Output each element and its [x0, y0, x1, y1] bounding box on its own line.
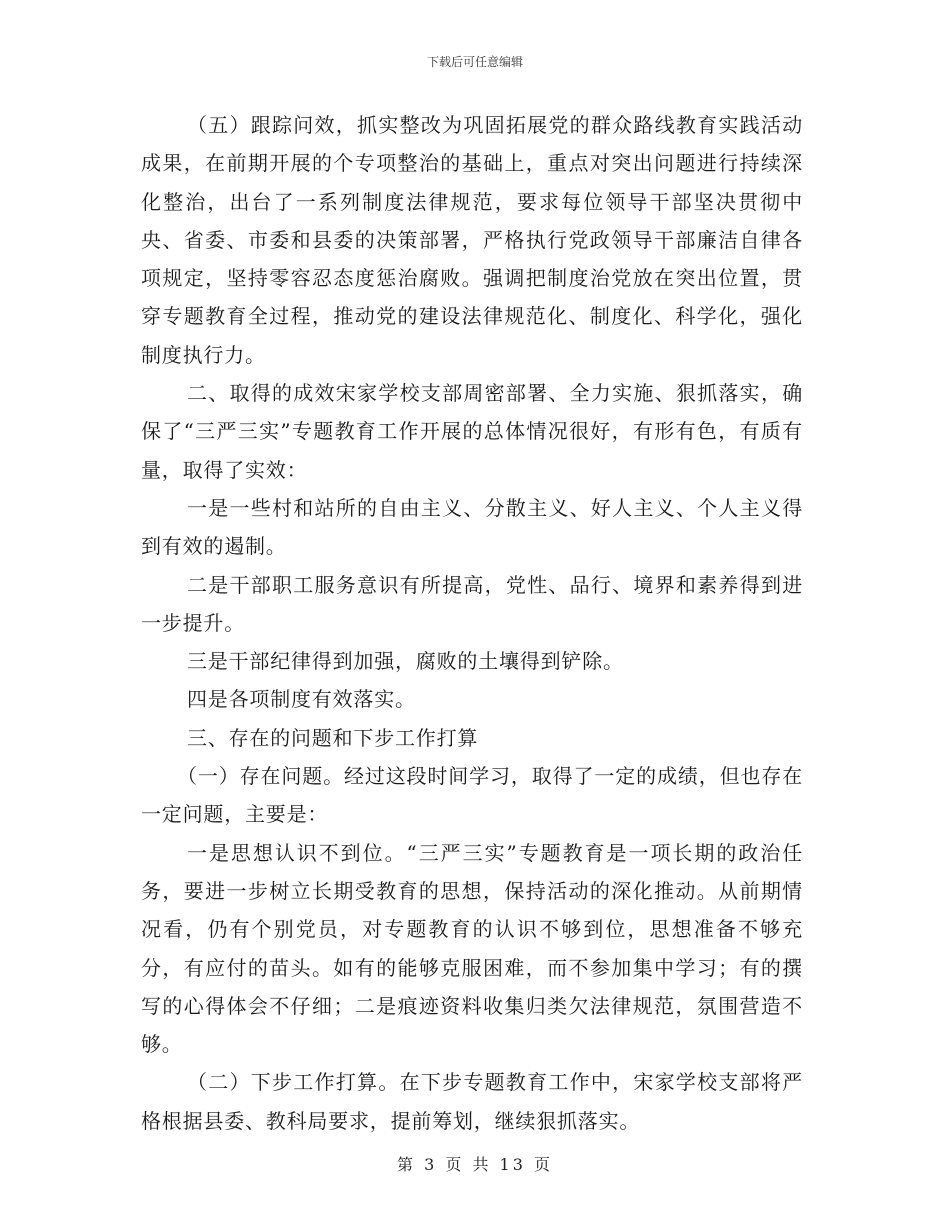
paragraph-achievement-4: 四是各项制度有效落实。	[187, 687, 416, 712]
page-header: 下载后可任意编辑	[426, 55, 523, 69]
paragraph-next-steps: （二）下步工作打算。在下步专题教育工作中，宋家学校支部将严格根据县委、教科局要求，提前筹划，继续狠抓落实。	[141, 1070, 803, 1133]
paragraph-achievements: 二、取得的成效宋家学校支部周密部署、全力实施、狠抓落实，确保了“三严三实”专题教育工作开展的总体情况很好，有形有色，有质有量，取得了实效：	[141, 381, 803, 482]
paragraph-tracking-accountability: （五）跟踪问效，抓实整改为巩固拓展党的群众路线教育实践活动成果，在前期开展的个专项整治的基础上，重点对突出问题进行持续深化整治，出台了一系列制度法律规范，要求每位领导干部坚决贯彻中央、省委、市委和县委的决策部署，严格执行党政领导干部廉洁自律各项规定，坚持零容忍态度惩治腐败。强调把制度治党放在突出位置，贯穿专题教育全过程，推动党的建设法律规范化、制度化、科学化，强化制度执行力。	[141, 113, 803, 367]
paragraph-existing-problems: （一）存在问题。经过这段时间学习，取得了一定的成绩，但也存在一定问题，主要是：	[141, 764, 803, 827]
page-footer: 第 3 页 共 13 页	[397, 1155, 553, 1174]
paragraph-achievement-3: 三是干部纪律得到加强，腐败的土壤得到铲除。	[187, 649, 624, 674]
document-body	[141, 106, 803, 1140]
paragraph-achievement-1: 一是一些村和站所的自由主义、分散主义、好人主义、个人主义得到有效的遏制。	[141, 495, 803, 559]
section-heading-problems-plans: 三、存在的问题和下步工作打算	[187, 725, 479, 750]
paragraph-problem-details: 一是思想认识不到位。“三严三实”专题教育是一项长期的政治任务，要进一步树立长期受教育的思想，保持活动的深化推动。从前期情况看，仍有个别党员，对专题教育的认识不够到位，思想准备不够充分，有应付的苗头。如有的能够克服困难，而不参加集中学习；有的撰写的心得体会不仔细；二是痕迹资料收集归类欠法律规范，氛围营造不够。	[141, 840, 803, 1057]
paragraph-achievement-2: 二是干部职工服务意识有所提高，党性、品行、境界和素养得到进一步提升。	[141, 572, 803, 635]
